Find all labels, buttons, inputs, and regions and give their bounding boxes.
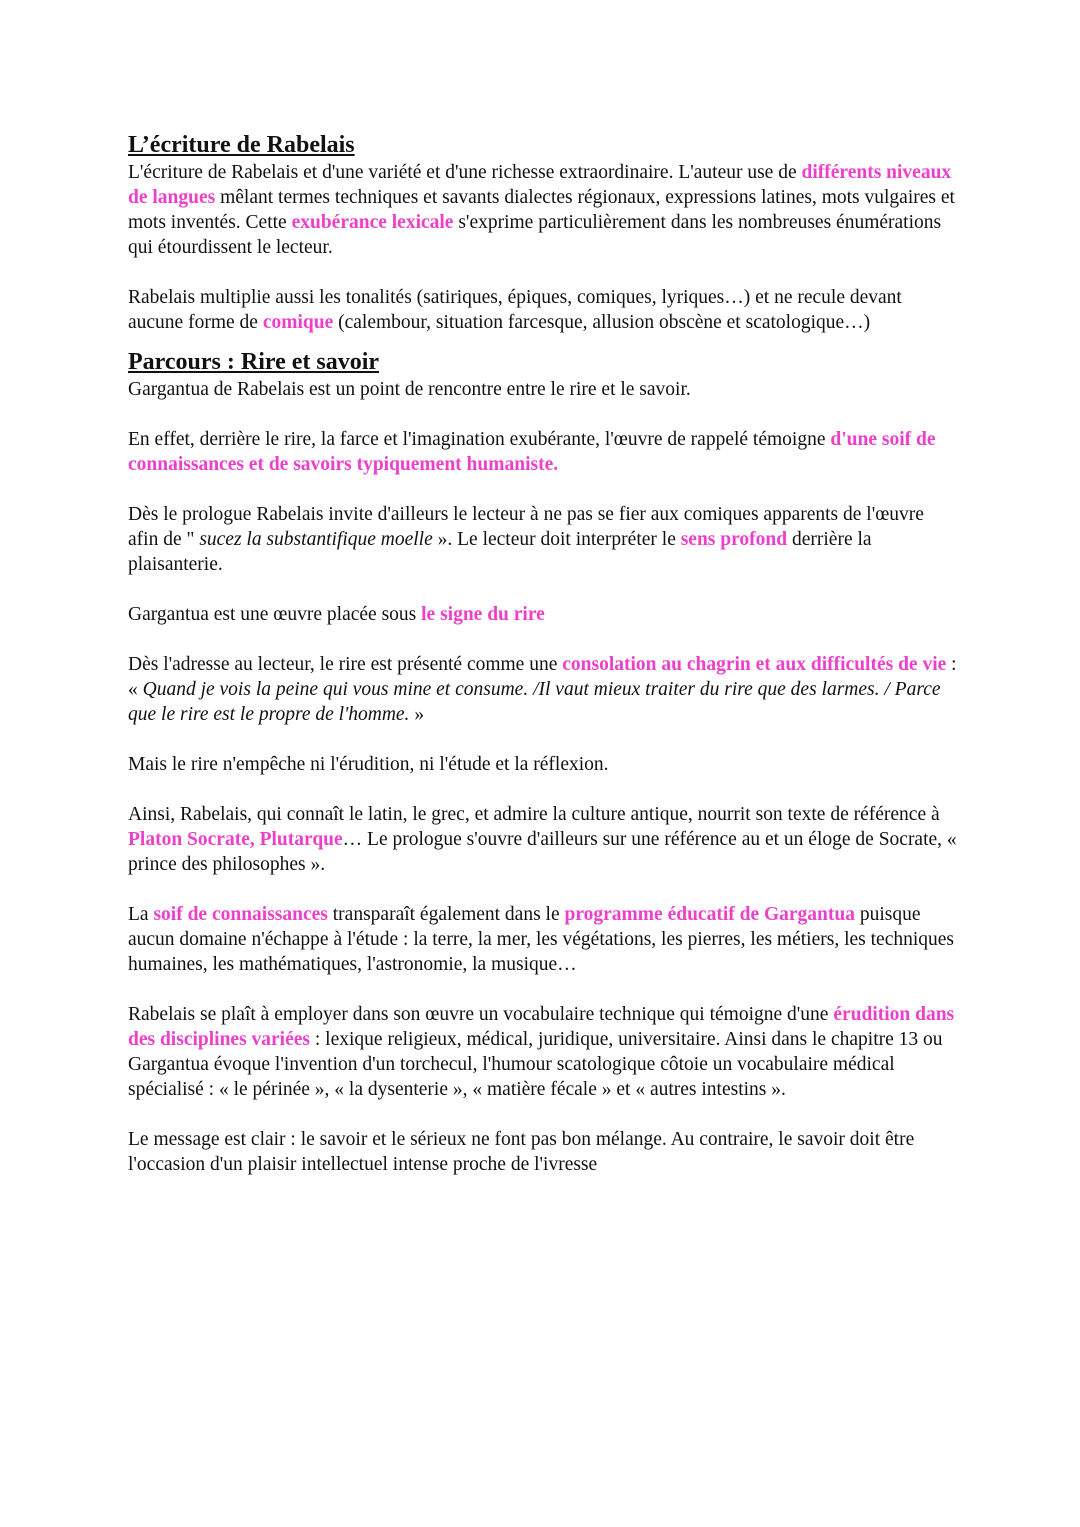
paragraph [128, 1002, 958, 1102]
text-run: (calembour, situation farcesque, allusion obscène et scatologique…) [333, 312, 871, 333]
quotation: Quand je vois la peine qui vous mine et consume. /Il vaut mieux traiter du rire que des larmes. / Parce que le rire est le propre de l'homme. [128, 679, 941, 725]
highlighted-term: comique [262, 312, 334, 333]
quotation: sucez la substantifique moelle [199, 529, 433, 550]
text-run: Mais le rire n'empêche ni l'érudition, ni l'étude et la réflexion. [128, 754, 609, 775]
text-run: s'exprime particulièrement dans les nombreuses énumérations qui étourdissent le lecteur. [128, 212, 942, 258]
paragraph [128, 1127, 958, 1177]
highlighted-term: le signe du rire [421, 604, 545, 625]
text-run: Rabelais se plaît à employer dans son œuvre un vocabulaire technique qui témoigne d'une [128, 1004, 834, 1025]
highlighted-term: exubérance lexicale [291, 212, 454, 233]
text-run: derrière la plaisanterie. [128, 529, 872, 575]
text-run: Gargantua de Rabelais est un point de rencontre entre le rire et le savoir. [128, 379, 691, 400]
paragraph [128, 802, 958, 877]
text-run: La [128, 904, 154, 925]
text-run: : lexique religieux, médical, juridique, universitaire. Ainsi dans le chapitre 13 ou Gargantua évoque l'invention d'un torchecul, l'humour scatologique côtoie un vocabulaire médical spécialisé : « le périnée », « la dysenterie », « matière fécale » et « autres intestins ». [128, 1029, 943, 1100]
paragraph [128, 285, 958, 335]
highlighted-term: sens profond [680, 529, 788, 550]
text-run: : « [128, 654, 957, 700]
paragraph [128, 502, 958, 577]
text-run: puisque aucun domaine n'échappe à l'étude : la terre, la mer, les végétations, les pierres, les métiers, les techniques humaines, les mathématiques, l'astronomie, la musique… [128, 904, 955, 975]
text-run: » [409, 704, 425, 725]
text-run: Ainsi, Rabelais, qui connaît le latin, le grec, et admire la culture antique, nourrit son texte de référence à [128, 804, 940, 825]
highlighted-term: programme éducatif de Gargantua [564, 904, 855, 925]
paragraph [128, 377, 958, 402]
text-run: Le message est clair : le savoir et le sérieux ne font pas bon mélange. Au contraire, le savoir doit être l'occasion d'un plaisir intellectuel intense proche de l'ivresse [128, 1129, 915, 1175]
text-run: mêlant termes techniques et savants dialectes régionaux, expressions latines, mots vulgaires et mots inventés. Cette [128, 187, 955, 233]
text-run: Rabelais multiplie aussi les tonalités (satiriques, épiques, comiques, lyriques…) et ne recule devant aucune forme de [128, 287, 902, 333]
text-run: transparaît également dans le [327, 904, 565, 925]
text-run: Gargantua est une œuvre placée sous [128, 604, 422, 625]
section-title-parcours: Parcours : Rire et savoir [128, 349, 380, 375]
paragraph [128, 652, 958, 727]
text-run: L'écriture de Rabelais et d'une variété et d'une richesse extraordinaire. L'auteur use de [128, 162, 802, 183]
highlighted-term: Platon Socrate, Plutarque [128, 829, 343, 850]
text-run: ». Le lecteur doit interpréter le [432, 529, 681, 550]
highlighted-term: différents niveaux de langues [128, 162, 952, 208]
text-run: Dès le prologue Rabelais invite d'ailleurs le lecteur à ne pas se fier aux comiques apparents de l'œuvre afin de " [128, 504, 924, 550]
document-page [128, 130, 958, 1202]
paragraph [128, 902, 958, 977]
highlighted-term: consolation au chagrin et aux difficultés de vie [562, 654, 947, 675]
highlighted-term: d'une soif de connaissances et de savoirs typiquement humaniste. [128, 429, 936, 475]
paragraph [128, 752, 958, 777]
paragraph [128, 602, 958, 627]
paragraph [128, 160, 958, 260]
text-run: Dès l'adresse au lecteur, le rire est présenté comme une [128, 654, 563, 675]
text-run: En effet, derrière le rire, la farce et l'imagination exubérante, l'œuvre de rappelé témoigne [128, 429, 831, 450]
highlighted-term: érudition dans des disciplines variées [128, 1004, 955, 1050]
section-title-ecriture: L’écriture de Rabelais [128, 132, 355, 158]
highlighted-term: soif de connaissances [153, 904, 328, 925]
paragraph [128, 427, 958, 477]
text-run: … Le prologue s'ouvre d'ailleurs sur une référence au et un éloge de Socrate, « prince des philosophes ». [128, 829, 957, 875]
